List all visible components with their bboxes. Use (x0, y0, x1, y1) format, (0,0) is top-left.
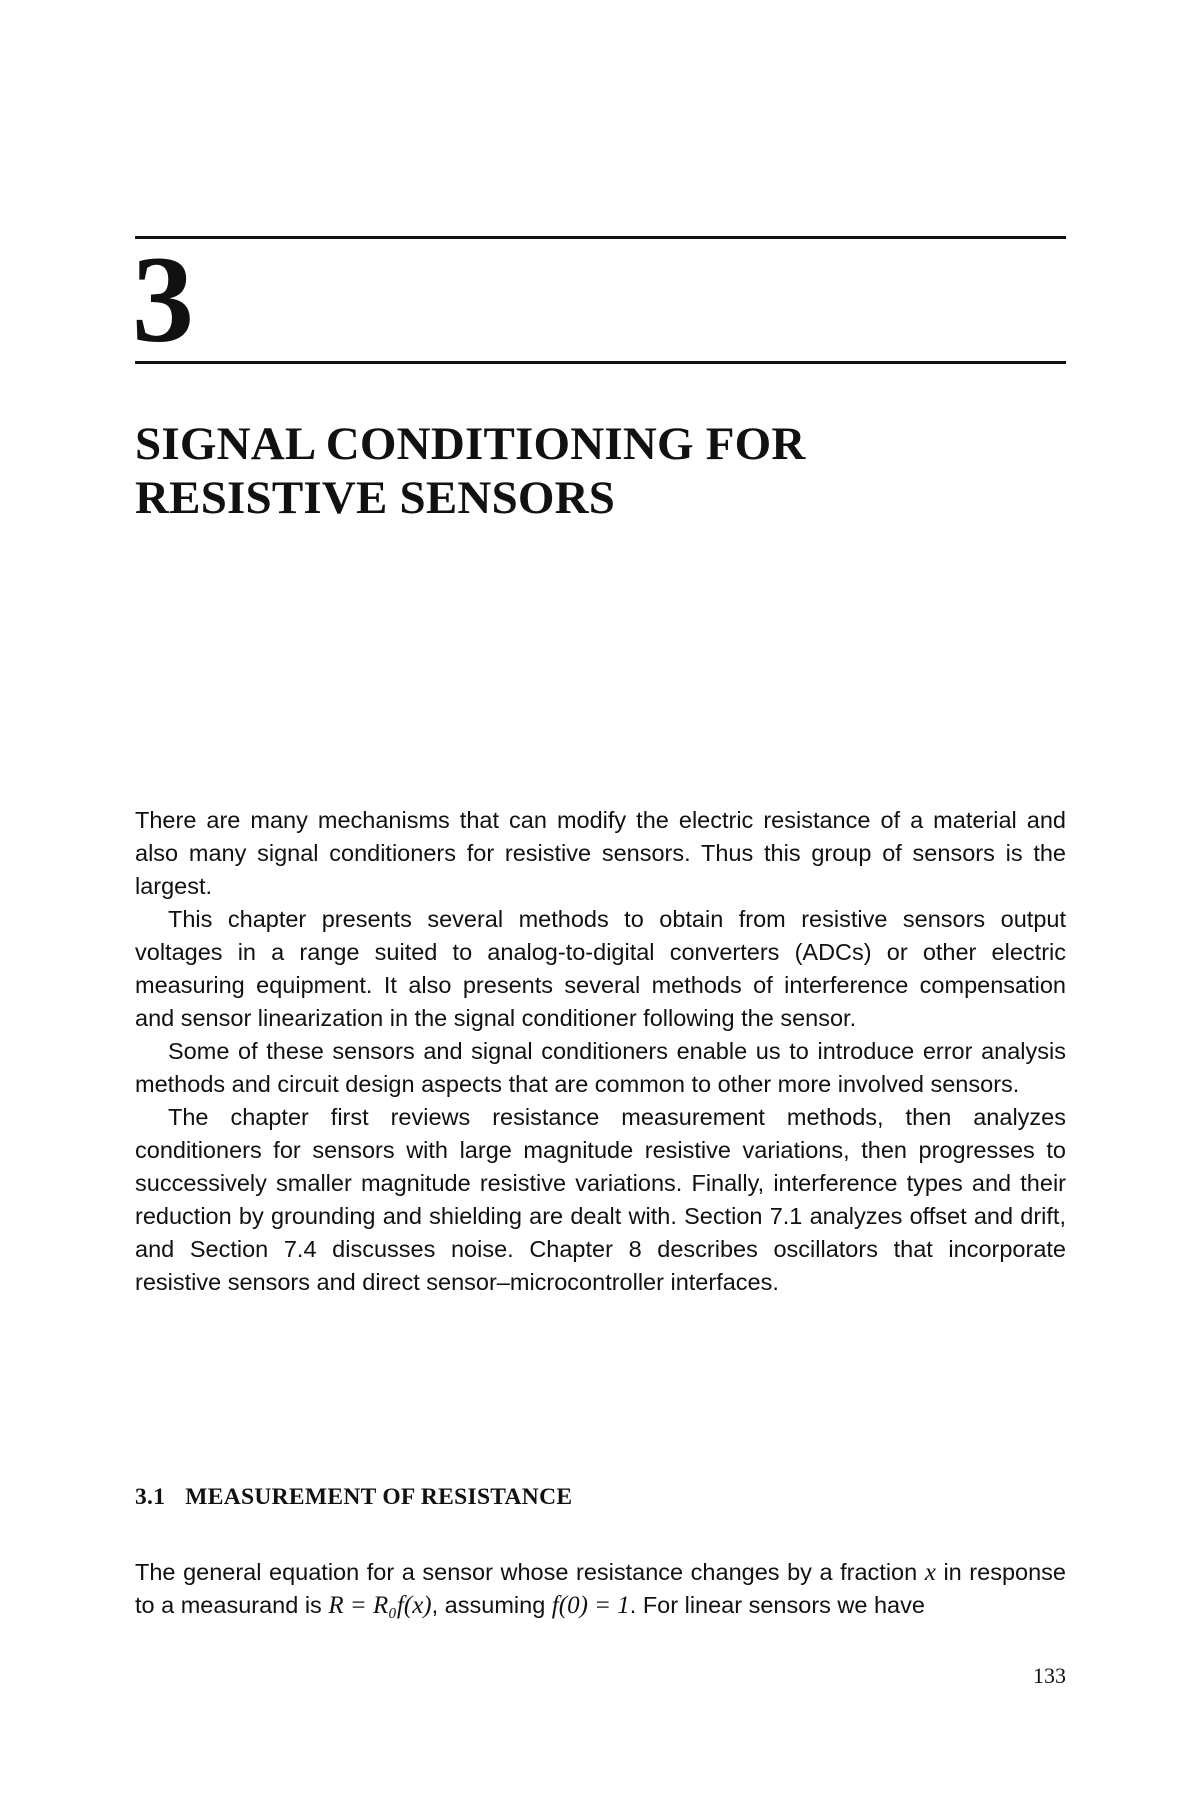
math-equation-resistance: R = R₀f(x) (328, 1592, 432, 1619)
chapter-top-rule (135, 236, 1066, 239)
section-title: MEASUREMENT OF RESISTANCE (185, 1484, 573, 1510)
section-number: 3.1 (135, 1484, 166, 1510)
chapter-bottom-rule (135, 361, 1066, 364)
section-text-part-2: in response to a measurand is (135, 1559, 1066, 1618)
math-variable-x: x (924, 1559, 936, 1586)
section-text-part-3: , assuming (431, 1592, 552, 1618)
intro-paragraph-2: This chapter presents several methods to obtain from resistive sensors output voltages in a range suited to analog-to-digital converters (ADCs) or other electric measuring equipment. It also presents several methods of interference compensation and sensor linearization in the signal conditioner following the sensor. (135, 906, 1066, 1031)
intro-paragraph-3: Some of these sensors and signal conditioners enable us to introduce error analysis methods and circuit design aspects that are common to other more involved sensors. (135, 1038, 1066, 1097)
chapter-title-line-1: SIGNAL CONDITIONING FOR (135, 418, 806, 470)
intro-paragraph-1: There are many mechanisms that can modify the electric resistance of a material and also many signal conditioners for resistive sensors. Thus this group of sensors is the largest. (135, 807, 1066, 899)
math-equation-condition: f(0) = 1 (551, 1592, 630, 1619)
section-heading (135, 1482, 572, 1512)
chapter-intro (135, 804, 1066, 1299)
page-number: 133 (1033, 1663, 1066, 1688)
section-text-part-4: . For linear sensors we have (629, 1592, 925, 1618)
chapter-title (135, 417, 1066, 525)
chapter-title-line-2: RESISTIVE SENSORS (135, 472, 616, 524)
chapter-number: 3 (132, 231, 194, 368)
section-text-part-1: The general equation for a sensor whose resistance changes by a fraction (135, 1559, 925, 1585)
intro-paragraph-4: The chapter first reviews resistance measurement methods, then analyzes conditioners for sensors with large magnitude resistive variations, then progresses to successively smaller magnitude resistive variations. Finally, interference types and their reduction by grounding and shielding are dealt with. Section 7.1 analyzes offset and drift, and Section 7.4 discusses noise. Chapter 8 describes oscillators that incorporate resistive sensors and direct sensor–microcontroller interfaces. (135, 1104, 1066, 1295)
section-paragraph (135, 1556, 1066, 1622)
